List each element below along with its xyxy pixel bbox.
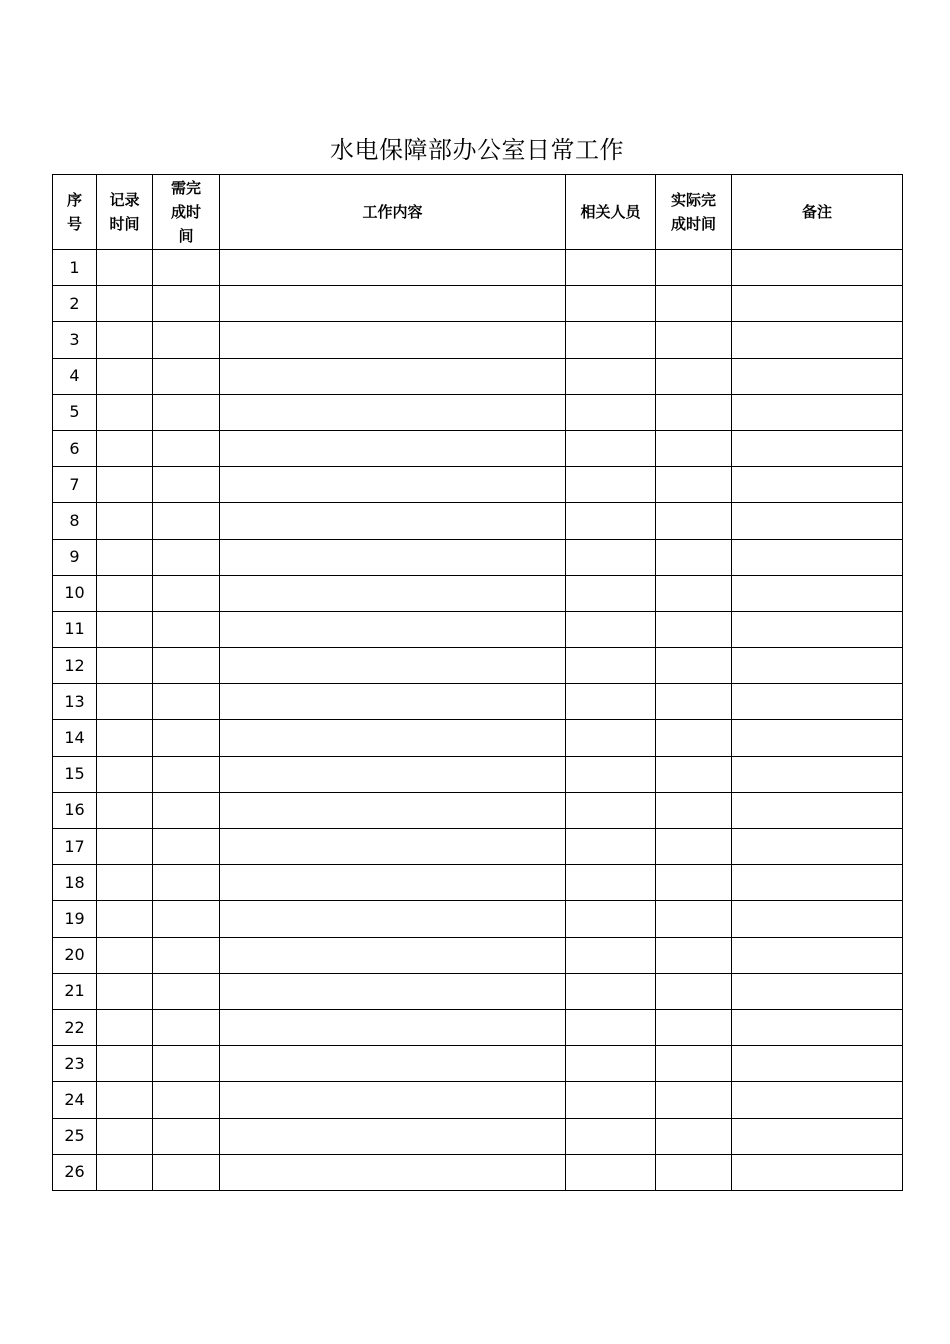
actual-completion-cell[interactable] xyxy=(656,286,732,322)
remarks-cell[interactable] xyxy=(732,394,903,430)
work-content-cell[interactable] xyxy=(220,1154,566,1190)
header-actual-completion-time xyxy=(656,175,732,250)
table-row xyxy=(53,684,903,720)
required-completion-cell[interactable] xyxy=(153,829,220,865)
actual-completion-cell[interactable] xyxy=(656,467,732,503)
remarks-cell[interactable] xyxy=(732,575,903,611)
actual-completion-cell[interactable] xyxy=(656,358,732,394)
related-personnel-cell[interactable] xyxy=(566,394,656,430)
work-content-cell[interactable] xyxy=(220,648,566,684)
actual-completion-cell[interactable] xyxy=(656,973,732,1009)
work-content-cell[interactable] xyxy=(220,539,566,575)
work-content-cell[interactable] xyxy=(220,611,566,647)
table-header-row xyxy=(53,175,903,250)
work-content-cell[interactable] xyxy=(220,394,566,430)
related-personnel-cell[interactable] xyxy=(566,467,656,503)
row-number-cell: 7 xyxy=(53,467,97,503)
work-content-cell[interactable] xyxy=(220,250,566,286)
record-time-cell[interactable] xyxy=(97,250,153,286)
actual-completion-cell[interactable] xyxy=(656,1009,732,1045)
header-required-completion-time xyxy=(153,175,220,250)
actual-completion-cell[interactable] xyxy=(656,684,732,720)
row-number-cell: 12 xyxy=(53,648,97,684)
actual-completion-cell[interactable] xyxy=(656,575,732,611)
actual-completion-cell[interactable] xyxy=(656,430,732,466)
actual-completion-cell[interactable] xyxy=(656,865,732,901)
table-row xyxy=(53,503,903,539)
table-row xyxy=(53,1118,903,1154)
related-personnel-cell[interactable] xyxy=(566,1082,656,1118)
row-number-cell: 20 xyxy=(53,937,97,973)
table-body xyxy=(53,250,903,1191)
record-time-cell[interactable] xyxy=(97,539,153,575)
remarks-cell[interactable] xyxy=(732,829,903,865)
header-label: 工作内容 xyxy=(362,203,423,221)
record-time-cell[interactable] xyxy=(97,937,153,973)
required-completion-cell[interactable] xyxy=(153,1154,220,1190)
actual-completion-cell[interactable] xyxy=(656,829,732,865)
remarks-cell[interactable] xyxy=(732,684,903,720)
required-completion-cell[interactable] xyxy=(153,358,220,394)
remarks-cell[interactable] xyxy=(732,1118,903,1154)
remarks-cell[interactable] xyxy=(732,937,903,973)
row-number-cell: 26 xyxy=(53,1154,97,1190)
table-row xyxy=(53,648,903,684)
record-time-cell[interactable] xyxy=(97,1082,153,1118)
table-row xyxy=(53,720,903,756)
remarks-cell[interactable] xyxy=(732,539,903,575)
table-row xyxy=(53,575,903,611)
remarks-cell[interactable] xyxy=(732,865,903,901)
actual-completion-cell[interactable] xyxy=(656,250,732,286)
table-row xyxy=(53,1046,903,1082)
header-related-personnel xyxy=(566,175,656,250)
related-personnel-cell[interactable] xyxy=(566,865,656,901)
record-time-cell[interactable] xyxy=(97,611,153,647)
row-number-cell: 24 xyxy=(53,1082,97,1118)
header-label: 备注 xyxy=(801,203,832,221)
related-personnel-cell[interactable] xyxy=(566,575,656,611)
table-row xyxy=(53,973,903,1009)
table-row xyxy=(53,1154,903,1190)
related-personnel-cell[interactable] xyxy=(566,1046,656,1082)
actual-completion-cell[interactable] xyxy=(656,792,732,828)
related-personnel-cell[interactable] xyxy=(566,648,656,684)
required-completion-cell[interactable] xyxy=(153,1046,220,1082)
header-record-time xyxy=(97,175,153,250)
record-time-cell[interactable] xyxy=(97,430,153,466)
related-personnel-cell[interactable] xyxy=(566,1009,656,1045)
remarks-cell[interactable] xyxy=(732,973,903,1009)
record-time-cell[interactable] xyxy=(97,503,153,539)
remarks-cell[interactable] xyxy=(732,648,903,684)
work-content-cell[interactable] xyxy=(220,430,566,466)
required-completion-cell[interactable] xyxy=(153,467,220,503)
remarks-cell[interactable] xyxy=(732,756,903,792)
required-completion-cell[interactable] xyxy=(153,1009,220,1045)
row-number-cell: 4 xyxy=(53,358,97,394)
table-row xyxy=(53,394,903,430)
related-personnel-cell[interactable] xyxy=(566,1154,656,1190)
work-content-cell[interactable] xyxy=(220,358,566,394)
remarks-cell[interactable] xyxy=(732,1009,903,1045)
row-number-cell: 18 xyxy=(53,865,97,901)
row-number-cell: 3 xyxy=(53,322,97,358)
record-time-cell[interactable] xyxy=(97,358,153,394)
work-content-cell[interactable] xyxy=(220,901,566,937)
record-time-cell[interactable] xyxy=(97,756,153,792)
remarks-cell[interactable] xyxy=(732,322,903,358)
remarks-cell[interactable] xyxy=(732,250,903,286)
work-content-cell[interactable] xyxy=(220,286,566,322)
work-content-cell[interactable] xyxy=(220,1118,566,1154)
row-number-cell: 15 xyxy=(53,756,97,792)
record-time-cell[interactable] xyxy=(97,684,153,720)
actual-completion-cell[interactable] xyxy=(656,1082,732,1118)
related-personnel-cell[interactable] xyxy=(566,973,656,1009)
related-personnel-cell[interactable] xyxy=(566,829,656,865)
remarks-cell[interactable] xyxy=(732,901,903,937)
header-work-content xyxy=(220,175,566,250)
row-number-cell: 16 xyxy=(53,792,97,828)
record-time-cell[interactable] xyxy=(97,901,153,937)
required-completion-cell[interactable] xyxy=(153,937,220,973)
row-number-cell: 23 xyxy=(53,1046,97,1082)
related-personnel-cell[interactable] xyxy=(566,1118,656,1154)
required-completion-cell[interactable] xyxy=(153,611,220,647)
row-number-cell: 14 xyxy=(53,720,97,756)
related-personnel-cell[interactable] xyxy=(566,250,656,286)
table-row xyxy=(53,358,903,394)
record-time-cell[interactable] xyxy=(97,648,153,684)
table-row xyxy=(53,467,903,503)
remarks-cell[interactable] xyxy=(732,1046,903,1082)
related-personnel-cell[interactable] xyxy=(566,358,656,394)
required-completion-cell[interactable] xyxy=(153,901,220,937)
record-time-cell[interactable] xyxy=(97,1154,153,1190)
row-number-cell: 21 xyxy=(53,973,97,1009)
work-content-cell[interactable] xyxy=(220,467,566,503)
work-content-cell[interactable] xyxy=(220,503,566,539)
remarks-cell[interactable] xyxy=(732,503,903,539)
required-completion-cell[interactable] xyxy=(153,648,220,684)
required-completion-cell[interactable] xyxy=(153,720,220,756)
row-number-cell: 13 xyxy=(53,684,97,720)
remarks-cell[interactable] xyxy=(732,1154,903,1190)
table-row xyxy=(53,539,903,575)
row-number-cell: 17 xyxy=(53,829,97,865)
work-content-cell[interactable] xyxy=(220,865,566,901)
required-completion-cell[interactable] xyxy=(153,575,220,611)
actual-completion-cell[interactable] xyxy=(656,394,732,430)
table-row xyxy=(53,286,903,322)
work-content-cell[interactable] xyxy=(220,575,566,611)
related-personnel-cell[interactable] xyxy=(566,901,656,937)
record-time-cell[interactable] xyxy=(97,973,153,1009)
related-personnel-cell[interactable] xyxy=(566,503,656,539)
row-number-cell: 2 xyxy=(53,286,97,322)
related-personnel-cell[interactable] xyxy=(566,430,656,466)
required-completion-cell[interactable] xyxy=(153,394,220,430)
table-row xyxy=(53,901,903,937)
related-personnel-cell[interactable] xyxy=(566,756,656,792)
remarks-cell[interactable] xyxy=(732,1082,903,1118)
record-time-cell[interactable] xyxy=(97,322,153,358)
work-content-cell[interactable] xyxy=(220,829,566,865)
row-number-cell: 19 xyxy=(53,901,97,937)
required-completion-cell[interactable] xyxy=(153,1082,220,1118)
record-time-cell[interactable] xyxy=(97,1046,153,1082)
table-row xyxy=(53,322,903,358)
table-row xyxy=(53,756,903,792)
actual-completion-cell[interactable] xyxy=(656,756,732,792)
required-completion-cell[interactable] xyxy=(153,865,220,901)
work-content-cell[interactable] xyxy=(220,756,566,792)
header-label: 需完 成时 间 xyxy=(170,179,201,245)
row-number-cell: 5 xyxy=(53,394,97,430)
record-time-cell[interactable] xyxy=(97,720,153,756)
header-label: 相关人员 xyxy=(580,203,641,221)
actual-completion-cell[interactable] xyxy=(656,503,732,539)
row-number-cell: 25 xyxy=(53,1118,97,1154)
table-row xyxy=(53,1009,903,1045)
header-remarks xyxy=(732,175,903,250)
row-number-cell: 1 xyxy=(53,250,97,286)
record-time-cell[interactable] xyxy=(97,865,153,901)
record-time-cell[interactable] xyxy=(97,1009,153,1045)
work-content-cell[interactable] xyxy=(220,1009,566,1045)
work-log-table xyxy=(52,174,903,1191)
required-completion-cell[interactable] xyxy=(153,973,220,1009)
remarks-cell[interactable] xyxy=(732,430,903,466)
record-time-cell[interactable] xyxy=(97,792,153,828)
work-content-cell[interactable] xyxy=(220,1082,566,1118)
required-completion-cell[interactable] xyxy=(153,1118,220,1154)
actual-completion-cell[interactable] xyxy=(656,539,732,575)
remarks-cell[interactable] xyxy=(732,611,903,647)
row-number-cell: 8 xyxy=(53,503,97,539)
required-completion-cell[interactable] xyxy=(153,684,220,720)
related-personnel-cell[interactable] xyxy=(566,322,656,358)
actual-completion-cell[interactable] xyxy=(656,901,732,937)
row-number-cell: 6 xyxy=(53,430,97,466)
record-time-cell[interactable] xyxy=(97,286,153,322)
actual-completion-cell[interactable] xyxy=(656,1118,732,1154)
related-personnel-cell[interactable] xyxy=(566,611,656,647)
table-row xyxy=(53,792,903,828)
work-content-cell[interactable] xyxy=(220,973,566,1009)
record-time-cell[interactable] xyxy=(97,1118,153,1154)
actual-completion-cell[interactable] xyxy=(656,1046,732,1082)
required-completion-cell[interactable] xyxy=(153,539,220,575)
table-row xyxy=(53,937,903,973)
header-label: 记录 时间 xyxy=(109,191,140,233)
actual-completion-cell[interactable] xyxy=(656,611,732,647)
required-completion-cell[interactable] xyxy=(153,756,220,792)
header-label: 实际完 成时间 xyxy=(670,191,716,233)
page-title: 水电保障部办公室日常工作 xyxy=(330,136,624,164)
header-label: 序 号 xyxy=(66,191,82,233)
header-serial-number xyxy=(53,175,97,250)
record-time-cell[interactable] xyxy=(97,394,153,430)
work-content-cell[interactable] xyxy=(220,684,566,720)
table-row xyxy=(53,865,903,901)
record-time-cell[interactable] xyxy=(97,575,153,611)
row-number-cell: 11 xyxy=(53,611,97,647)
remarks-cell[interactable] xyxy=(732,286,903,322)
table-row xyxy=(53,430,903,466)
remarks-cell[interactable] xyxy=(732,467,903,503)
work-content-cell[interactable] xyxy=(220,720,566,756)
related-personnel-cell[interactable] xyxy=(566,792,656,828)
actual-completion-cell[interactable] xyxy=(656,720,732,756)
work-content-cell[interactable] xyxy=(220,322,566,358)
table-row xyxy=(53,829,903,865)
record-time-cell[interactable] xyxy=(97,467,153,503)
related-personnel-cell[interactable] xyxy=(566,720,656,756)
remarks-cell[interactable] xyxy=(732,720,903,756)
actual-completion-cell[interactable] xyxy=(656,1154,732,1190)
row-number-cell: 22 xyxy=(53,1009,97,1045)
row-number-cell: 9 xyxy=(53,539,97,575)
required-completion-cell[interactable] xyxy=(153,503,220,539)
work-content-cell[interactable] xyxy=(220,1046,566,1082)
required-completion-cell[interactable] xyxy=(153,322,220,358)
remarks-cell[interactable] xyxy=(732,792,903,828)
actual-completion-cell[interactable] xyxy=(656,322,732,358)
required-completion-cell[interactable] xyxy=(153,286,220,322)
required-completion-cell[interactable] xyxy=(153,430,220,466)
row-number-cell: 10 xyxy=(53,575,97,611)
related-personnel-cell[interactable] xyxy=(566,539,656,575)
work-content-cell[interactable] xyxy=(220,937,566,973)
related-personnel-cell[interactable] xyxy=(566,286,656,322)
required-completion-cell[interactable] xyxy=(153,792,220,828)
related-personnel-cell[interactable] xyxy=(566,937,656,973)
record-time-cell[interactable] xyxy=(97,829,153,865)
actual-completion-cell[interactable] xyxy=(656,648,732,684)
related-personnel-cell[interactable] xyxy=(566,684,656,720)
table-row xyxy=(53,1082,903,1118)
table-row xyxy=(53,611,903,647)
actual-completion-cell[interactable] xyxy=(656,937,732,973)
required-completion-cell[interactable] xyxy=(153,250,220,286)
table-row xyxy=(53,250,903,286)
work-content-cell[interactable] xyxy=(220,792,566,828)
remarks-cell[interactable] xyxy=(732,358,903,394)
